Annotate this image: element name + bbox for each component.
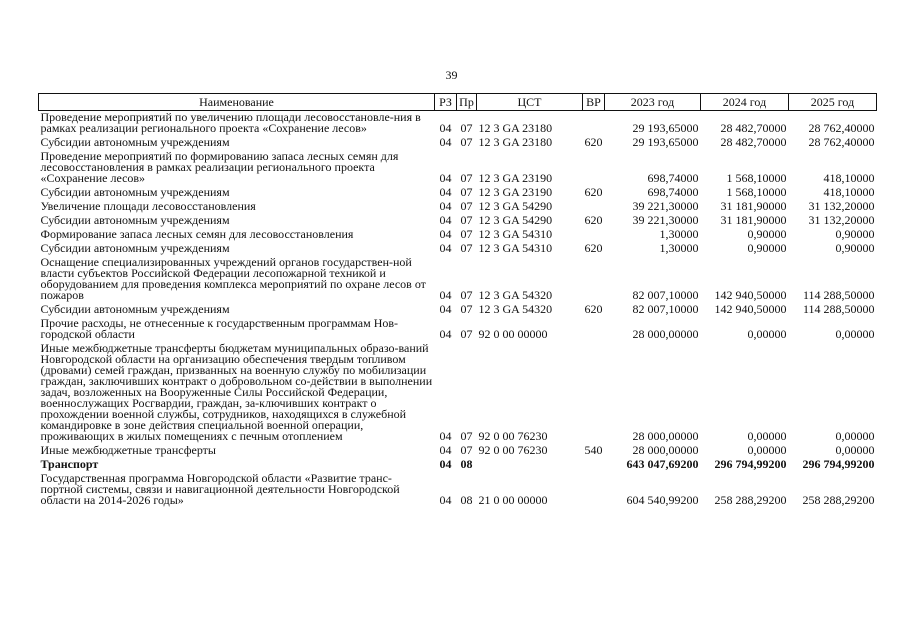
cell-name: Государственная программа Новгородской области «Развитие транс-портной системы, связи и навигационной деятельности Новгородской области на 2014-2026 годы» xyxy=(40,471,400,507)
cell-cst xyxy=(477,458,583,472)
table-row xyxy=(39,444,877,458)
cell-rz: 04 xyxy=(439,302,452,316)
cell-vr: 620 xyxy=(584,135,603,149)
cell-name: Увеличение площади лесовосстановления xyxy=(40,199,256,213)
cell-rz: 04 xyxy=(439,443,452,457)
table-row xyxy=(39,472,877,508)
cell-cst: 12 3 GA 23190 xyxy=(478,185,553,199)
cell-pr: 07 xyxy=(460,135,473,149)
cell-pr: 07 xyxy=(460,227,473,241)
table-row xyxy=(39,111,877,137)
cell-pr: 07 xyxy=(460,199,473,213)
cell-pr: 07 xyxy=(460,241,473,255)
cell-rz: 04 xyxy=(439,227,452,241)
cell-2025: 0,00000 xyxy=(835,429,875,443)
cell-cst: 12 3 GA 23190 xyxy=(478,171,553,185)
cell-2023: 1,30000 xyxy=(659,227,699,241)
table-row xyxy=(39,458,877,472)
cell-pr: 07 xyxy=(460,327,473,341)
header-cst: ЦСТ xyxy=(477,94,583,111)
cell-2025: 114 288,50000 xyxy=(802,288,875,302)
table-row xyxy=(39,342,877,444)
cell-pr: 07 xyxy=(460,171,473,185)
cell-name: Субсидии автономным учреждениям xyxy=(40,135,230,149)
cell-2024: 258 288,29200 xyxy=(714,493,787,507)
cell-2024: 0,00000 xyxy=(747,327,787,341)
cell-2025: 296 794,99200 xyxy=(802,457,875,471)
cell-cst: 21 0 00 00000 xyxy=(478,493,548,507)
cell-2023: 698,74000 xyxy=(647,171,699,185)
cell-rz: 04 xyxy=(439,121,452,135)
cell-2024: 1 568,10000 xyxy=(726,171,787,185)
cell-rz: 04 xyxy=(439,457,452,471)
cell-name: Иные межбюджетные трансферты бюджетам муниципальных образо-ваний Новгородской области на организацию обеспечения твердым топливом (дровами) семей граждан, призванных на военную службу по мобилизации граждан, заключивших контракт о добровольном со-действии в выполнении задач, возложенных на Вооруженные Силы Российской Федерации, военнослужащих Росгвардии, граждан, за-ключивших контракт о прохождении военной службы, сотрудников, находящихся в служебной командировке в зоне действия специальной военной операции, проживающих в жилых помещениях с печным отоплением xyxy=(40,341,433,443)
cell-cst: 12 3 GA 54320 xyxy=(478,288,553,302)
cell-2025: 0,00000 xyxy=(835,327,875,341)
cell-2023: 82 007,10000 xyxy=(632,302,699,316)
cell-2025: 0,90000 xyxy=(835,241,875,255)
cell-2023: 698,74000 xyxy=(647,185,699,199)
cell-name: Иные межбюджетные трансферты xyxy=(40,443,216,457)
cell-2023: 29 193,65000 xyxy=(632,135,699,149)
cell-2023: 643 047,69200 xyxy=(626,457,699,471)
budget-table xyxy=(38,93,877,508)
cell-cst: 12 3 GA 54310 xyxy=(478,227,553,241)
cell-2024: 0,00000 xyxy=(747,443,787,457)
header-rz: РЗ xyxy=(435,94,457,111)
table-body xyxy=(39,111,877,509)
cell-rz: 04 xyxy=(439,213,452,227)
header-2025: 2025 год xyxy=(789,94,877,111)
cell-cst: 12 3 GA 54320 xyxy=(478,302,553,316)
table-row xyxy=(39,256,877,303)
cell-pr: 07 xyxy=(460,443,473,457)
cell-name: Субсидии автономным учреждениям xyxy=(40,185,230,199)
cell-2023: 28 000,00000 xyxy=(632,443,699,457)
header-pr: Пр xyxy=(457,94,477,111)
cell-rz: 04 xyxy=(439,493,452,507)
table-row xyxy=(39,214,877,228)
cell-vr xyxy=(583,150,605,186)
cell-vr: 620 xyxy=(584,213,603,227)
table-row xyxy=(39,136,877,150)
cell-2025: 258 288,29200 xyxy=(802,493,875,507)
cell-vr xyxy=(583,472,605,508)
cell-rz: 04 xyxy=(439,241,452,255)
cell-2023: 28 000,00000 xyxy=(632,429,699,443)
cell-rz: 04 xyxy=(439,171,452,185)
header-2024: 2024 год xyxy=(701,94,789,111)
cell-rz: 04 xyxy=(439,429,452,443)
cell-pr: 07 xyxy=(460,185,473,199)
cell-2023: 604 540,99200 xyxy=(626,493,699,507)
cell-2024: 28 482,70000 xyxy=(720,121,787,135)
cell-cst: 12 3 GA 54290 xyxy=(478,213,553,227)
cell-2024: 142 940,50000 xyxy=(714,302,787,316)
cell-2025: 418,10000 xyxy=(823,171,875,185)
cell-name: Оснащение специализированных учреждений органов государствен-ной власти субъектов Российской Федерации лесопожарной техникой и оборудованием для проведения комплекса мероприятий по охране лесов от пожаров xyxy=(40,255,426,302)
cell-pr: 08 xyxy=(460,457,473,471)
header-name: Наименование xyxy=(39,94,435,111)
cell-2025: 28 762,40000 xyxy=(808,121,875,135)
cell-name: Транспорт xyxy=(40,457,99,471)
cell-name: Прочие расходы, не отнесенные к государственным программам Нов-городской области xyxy=(40,316,399,341)
cell-vr xyxy=(583,111,605,137)
cell-pr: 07 xyxy=(460,213,473,227)
cell-vr: 620 xyxy=(584,185,603,199)
cell-vr: 540 xyxy=(584,443,603,457)
table-row xyxy=(39,186,877,200)
cell-2023: 82 007,10000 xyxy=(632,288,699,302)
cell-cst: 92 0 00 76230 xyxy=(478,443,548,457)
cell-name: Проведение мероприятий по увеличению площади лесовосстановле-ния в рамках реализации регионального проекта «Сохранение лесов» xyxy=(40,110,421,135)
cell-cst: 12 3 GA 23180 xyxy=(478,121,553,135)
cell-2024: 142 940,50000 xyxy=(714,288,787,302)
page-number: 39 xyxy=(445,68,458,82)
cell-2024: 31 181,90000 xyxy=(720,199,787,213)
cell-2024: 0,90000 xyxy=(747,227,787,241)
cell-2024: 31 181,90000 xyxy=(720,213,787,227)
cell-cst: 12 3 GA 54290 xyxy=(478,199,553,213)
cell-2025: 31 132,20000 xyxy=(808,213,875,227)
cell-pr: 07 xyxy=(460,302,473,316)
cell-vr xyxy=(583,256,605,303)
cell-2023: 39 221,30000 xyxy=(632,213,699,227)
cell-rz: 04 xyxy=(439,185,452,199)
cell-vr xyxy=(583,228,605,242)
cell-name: Формирование запаса лесных семян для лесовосстановления xyxy=(40,227,354,241)
table-row xyxy=(39,317,877,342)
cell-2025: 28 762,40000 xyxy=(808,135,875,149)
table-header-row xyxy=(39,94,877,111)
cell-vr xyxy=(583,342,605,444)
cell-2023: 1,30000 xyxy=(659,241,699,255)
table-row xyxy=(39,150,877,186)
cell-2024: 0,90000 xyxy=(747,241,787,255)
cell-2023: 39 221,30000 xyxy=(632,199,699,213)
header-vr: ВР xyxy=(583,94,605,111)
cell-2025: 0,00000 xyxy=(835,443,875,457)
table-row xyxy=(39,242,877,256)
table-row xyxy=(39,200,877,214)
cell-vr: 620 xyxy=(584,241,603,255)
table-row xyxy=(39,303,877,317)
cell-vr xyxy=(583,458,605,472)
header-2023: 2023 год xyxy=(605,94,701,111)
cell-cst: 92 0 00 76230 xyxy=(478,429,548,443)
cell-rz: 04 xyxy=(439,199,452,213)
cell-2023: 28 000,00000 xyxy=(632,327,699,341)
cell-rz: 04 xyxy=(439,327,452,341)
cell-pr: 07 xyxy=(460,121,473,135)
cell-pr: 07 xyxy=(460,429,473,443)
cell-name: Субсидии автономным учреждениям xyxy=(40,213,230,227)
cell-cst: 92 0 00 00000 xyxy=(478,327,548,341)
cell-name: Субсидии автономным учреждениям xyxy=(40,241,230,255)
cell-rz: 04 xyxy=(439,288,452,302)
cell-rz: 04 xyxy=(439,135,452,149)
cell-vr xyxy=(583,317,605,342)
cell-2024: 296 794,99200 xyxy=(714,457,787,471)
cell-2024: 28 482,70000 xyxy=(720,135,787,149)
cell-name: Субсидии автономным учреждениям xyxy=(40,302,230,316)
cell-name: Проведение мероприятий по формированию запаса лесных семян для лесовосстановления в рамках реализации регионального проекта «Сохранение лесов» xyxy=(40,149,399,185)
cell-2025: 0,90000 xyxy=(835,227,875,241)
cell-2025: 31 132,20000 xyxy=(808,199,875,213)
cell-pr: 08 xyxy=(460,493,473,507)
cell-cst: 12 3 GA 54310 xyxy=(478,241,553,255)
cell-2023: 29 193,65000 xyxy=(632,121,699,135)
cell-cst: 12 3 GA 23180 xyxy=(478,135,553,149)
cell-2024: 1 568,10000 xyxy=(726,185,787,199)
cell-vr: 620 xyxy=(584,302,603,316)
cell-vr xyxy=(583,200,605,214)
cell-2025: 418,10000 xyxy=(823,185,875,199)
table-row xyxy=(39,228,877,242)
cell-2024: 0,00000 xyxy=(747,429,787,443)
cell-pr: 07 xyxy=(460,288,473,302)
cell-2025: 114 288,50000 xyxy=(802,302,875,316)
